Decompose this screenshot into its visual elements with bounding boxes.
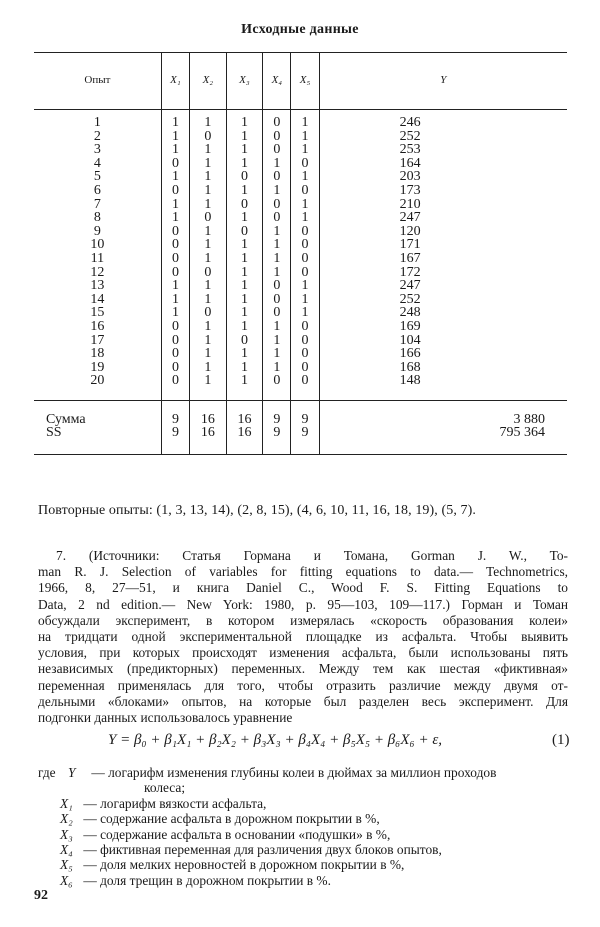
table-cell: 0 [171,264,179,280]
table-cell: 9 [93,223,101,239]
table-cell: 1 [273,332,281,348]
summary-cell: 9 [273,411,281,427]
table-cell: 0 [171,237,179,253]
data-table [34,52,567,455]
table-cell: 253 [399,142,421,158]
table-cell: 0 [273,278,281,294]
column-header: X₃ [226,53,263,110]
paragraph-line: на тридцати одной экспериментальной площадке из асфальта. Чтобы выявить [38,629,568,645]
table-cell: 1 [204,155,212,171]
table-cell: 1 [240,264,248,280]
summary-cell: 9 [301,411,309,427]
definition-variable: X₃ [60,826,73,842]
table-cell: 11 [90,250,105,266]
table-cell: 1 [204,318,212,334]
table-cell: 148 [399,373,421,389]
paragraph-line: обсуждали эксперимент, в котором измерялась «скорость образования колеи» [38,612,568,628]
summary-column [226,400,263,454]
table-cell: 167 [399,250,421,266]
definition-line [38,796,568,811]
table-column [34,110,161,401]
table-cell: 2 [93,128,101,144]
table-cell: 0 [171,359,179,375]
definition-line [38,857,568,872]
page-number: 92 [34,888,48,903]
summary-column [291,400,319,454]
table-cell: 1 [240,291,248,307]
table-cell: 1 [171,128,179,144]
paragraph-line: 7. (Источники: Статья Гормана и Томана, Gorman J. W., To- [56,548,568,563]
paragraph-line: условия, при которых происходят изменения асфальта, были использованы пять [38,645,568,661]
table-cell: 1 [273,318,281,334]
table-cell: 5 [93,169,101,185]
paragraph-line: подгонки данных использовалось уравнение [38,710,293,726]
table-cell: 252 [399,291,421,307]
table-cell: 210 [399,196,421,212]
table-cell: 1 [273,359,281,375]
table-cell: 18 [90,346,105,362]
source-paragraph [38,548,568,726]
table-cell: 248 [399,305,421,321]
table-cell: 0 [301,332,309,348]
definition-text: — содержание асфальта в основании «подушки» в %, [80,826,391,842]
table-cell: 1 [240,155,248,171]
table-cell: 1 [204,332,212,348]
table-cell: 1 [301,196,309,212]
table-cell: 0 [240,196,248,212]
table-cell: 0 [240,169,248,185]
summary-cell: 9 [301,425,309,441]
table-cell: 0 [301,373,309,389]
table-cell: 1 [273,264,281,280]
table-cell: 20 [90,373,105,389]
table-cell: 1 [93,115,101,130]
table-cell: 1 [240,278,248,294]
equation-number: (1) [552,732,570,748]
table-cell: 168 [399,359,421,375]
definition-variable: X₁ [60,795,73,811]
table-cell: 0 [204,305,212,321]
table-cell: 1 [301,142,309,158]
column-header: X₁ [161,53,189,110]
summary-cell: 3 880 [513,411,545,427]
definition-line [38,765,568,780]
table-cell: 1 [171,169,179,185]
table-cell: 0 [171,332,179,348]
table-cell: 0 [273,291,281,307]
summary-cell: 9 [171,411,179,427]
table-cell: 1 [240,346,248,362]
table-cell: 1 [240,250,248,266]
paragraph-line: дельными «блоками» опытов, на которые был разделен весь эксперимент. Для [38,693,568,709]
table-cell: 0 [204,264,212,280]
table-cell: 120 [399,223,421,239]
table-column [226,110,263,401]
table-cell: 1 [171,291,179,307]
definition-variable: X₄ [60,842,73,858]
table-cell: 0 [273,142,281,158]
table-cell: 166 [399,346,421,362]
definition-text: — фиктивная переменная для различения двух блоков опытов, [80,842,442,858]
table-cell: 1 [240,142,248,158]
table-cell: 1 [204,223,212,239]
table-cell: 169 [399,318,421,334]
table-cell: 1 [204,237,212,253]
table-cell: 13 [90,278,105,294]
paragraph-line: man R. J. Selection of variables for fitting equations to data.— Technometrics, [38,564,568,580]
table-cell: 172 [399,264,421,280]
table-cell: 173 [399,182,421,198]
table-cell: 1 [240,210,248,226]
table-header-row [34,53,567,110]
table-cell: 1 [273,250,281,266]
table-cell: 0 [301,359,309,375]
table-cell: 1 [301,169,309,185]
table-cell: 246 [399,115,421,130]
table-cell: 0 [171,346,179,362]
summary-cell: 795 364 [499,425,545,441]
paragraph-line: переменная применялась для того, чтобы отразить различие между двумя от- [38,677,568,693]
table-cell: 0 [240,223,248,239]
table-cell: 1 [204,291,212,307]
summary-column [319,400,567,454]
table-cell: 1 [273,182,281,198]
summary-cell: 9 [273,425,281,441]
variable-definitions [38,765,568,888]
summary-cell: SS [46,425,62,441]
table-cell: 0 [273,373,281,389]
table-cell: 0 [171,373,179,389]
table-cell: 0 [301,223,309,239]
table-column [319,110,567,401]
table-cell: 1 [273,346,281,362]
table-cell: 0 [171,223,179,239]
summary-cell: 9 [171,425,179,441]
definition-text: — логарифм изменения глубины колеи в дюймах за миллион проходов [88,765,497,780]
summary-cell: 16 [237,425,252,441]
table-cell: 0 [273,210,281,226]
table-cell: 252 [399,128,421,144]
table-cell: 17 [90,332,105,348]
table-cell: 7 [93,196,101,212]
table-cell: 0 [273,305,281,321]
table-cell: 14 [90,291,105,307]
summary-cell: 16 [237,411,252,427]
table-cell: 0 [204,210,212,226]
column-header: X₂ [190,53,227,110]
definition-text: — логарифм вязкости асфальта, [80,795,267,811]
table-cell: 1 [240,115,248,130]
table-cell: 1 [240,318,248,334]
table-cell: 1 [171,210,179,226]
table-cell: 0 [301,250,309,266]
table-cell: 15 [90,305,105,321]
table-cell: 0 [301,155,309,171]
table-cell: 0 [171,250,179,266]
table-cell: 0 [171,155,179,171]
table-cell: 1 [301,128,309,144]
column-header: Y [319,53,567,110]
table-cell: 1 [301,291,309,307]
table-cell: 1 [204,373,212,389]
table-cell: 0 [240,332,248,348]
table-cell: 1 [171,278,179,294]
table-cell: 10 [90,237,105,253]
table-cell: 171 [399,237,421,253]
table-cell: 6 [93,182,101,198]
table-cell: 1 [240,305,248,321]
table-cell: 1 [240,128,248,144]
table-column [291,110,319,401]
summary-cell: 16 [200,425,215,441]
table-cell: 1 [171,115,179,130]
column-header: X₄ [263,53,291,110]
table-cell: 1 [204,346,212,362]
table-cell: 1 [204,196,212,212]
table-column [263,110,291,401]
table-cell: 1 [301,210,309,226]
paragraph-line: Data, 2 nd edition.— New York: 1980, p. 95—103, 109—117.) Горман и Томан [38,596,568,612]
table-cell: 104 [399,332,421,348]
table-cell: 0 [301,182,309,198]
table-cell: 0 [273,115,281,130]
table-cell: 0 [301,237,309,253]
definition-lead: где [38,765,56,780]
definition-line [38,873,568,888]
table-cell: 1 [204,115,212,130]
table-cell: 1 [240,237,248,253]
definition-variable: X₅ [60,857,73,873]
column-header: X₅ [291,53,319,110]
table-title: Исходные данные [241,22,359,37]
definition-line [38,827,568,842]
table-cell: 1 [204,169,212,185]
table-cell: 1 [273,155,281,171]
table-cell: 247 [399,210,421,226]
table-cell: 16 [90,318,105,334]
table-cell: 1 [240,359,248,375]
table-cell: 0 [171,182,179,198]
table-cell: 19 [90,359,105,375]
table-cell: 1 [204,278,212,294]
paragraph-line: независимых (предикторных) переменных. Между тем как шестая «фиктивная» [38,661,568,677]
definition-line [38,811,568,826]
summary-column [34,400,161,454]
table-cell: 1 [204,359,212,375]
summary-cell: 16 [200,411,215,427]
definition-variable: X₆ [60,872,73,888]
table-column [161,110,189,401]
table-cell: 0 [273,169,281,185]
table-cell: 1 [171,305,179,321]
table-cell: 0 [204,128,212,144]
table-column [190,110,227,401]
table-cell: 12 [90,264,105,280]
table-cell: 1 [171,196,179,212]
table-cell: 0 [301,318,309,334]
definition-line [38,842,568,857]
table-cell: 164 [399,155,421,171]
table-cell: 1 [273,223,281,239]
table-cell: 1 [301,278,309,294]
table-cell: 0 [301,264,309,280]
definition-variable: Y [68,765,76,780]
table-cell: 1 [204,182,212,198]
table-cell: 3 [93,142,101,158]
table-cell: 1 [204,250,212,266]
table-cell: 203 [399,169,421,185]
definition-variable: X₂ [60,811,73,827]
table-cell: 4 [93,155,101,171]
summary-column [190,400,227,454]
table-cell: 0 [301,346,309,362]
summary-column [263,400,291,454]
table-body [34,110,567,401]
repeat-experiments-note: Повторные опыты: (1, 3, 13, 14), (2, 8, 15), (4, 6, 10, 11, 16, 18, 19), (5, 7). [38,503,477,518]
table-cell: 8 [93,210,101,226]
definition-text: — доля мелких неровностей в дорожном покрытии в %, [80,857,405,873]
column-header: Опыт [34,53,161,110]
definition-text: — доля трещин в дорожном покрытии в %. [80,872,331,888]
table-cell: 247 [399,278,421,294]
definition-line [38,780,568,795]
table-cell: 0 [273,128,281,144]
table-cell: 1 [301,115,309,130]
table-cell: 1 [240,373,248,389]
summary-cell: Сумма [46,411,86,427]
table-cell: 1 [301,305,309,321]
table-cell: 1 [240,182,248,198]
paragraph-line: 1966, 8, 27—51, и книга Daniel C., Wood F. S. Fitting Equations to [38,580,568,596]
regression-equation: Y = β₀ + β₁X₁ + β₂X₂ + β₃X₃ + β₄X₄ + β₅X₅ + β₆X₆ + ε, [108,732,443,748]
table-summary [34,400,567,454]
summary-column [161,400,189,454]
table-cell: 1 [171,142,179,158]
definition-text: — содержание асфальта в дорожном покрытии в %, [80,811,380,827]
table-cell: 1 [273,237,281,253]
table-cell: 0 [273,196,281,212]
table-cell: 1 [204,142,212,158]
table-cell: 0 [171,318,179,334]
definition-text: колеса; [144,780,186,796]
